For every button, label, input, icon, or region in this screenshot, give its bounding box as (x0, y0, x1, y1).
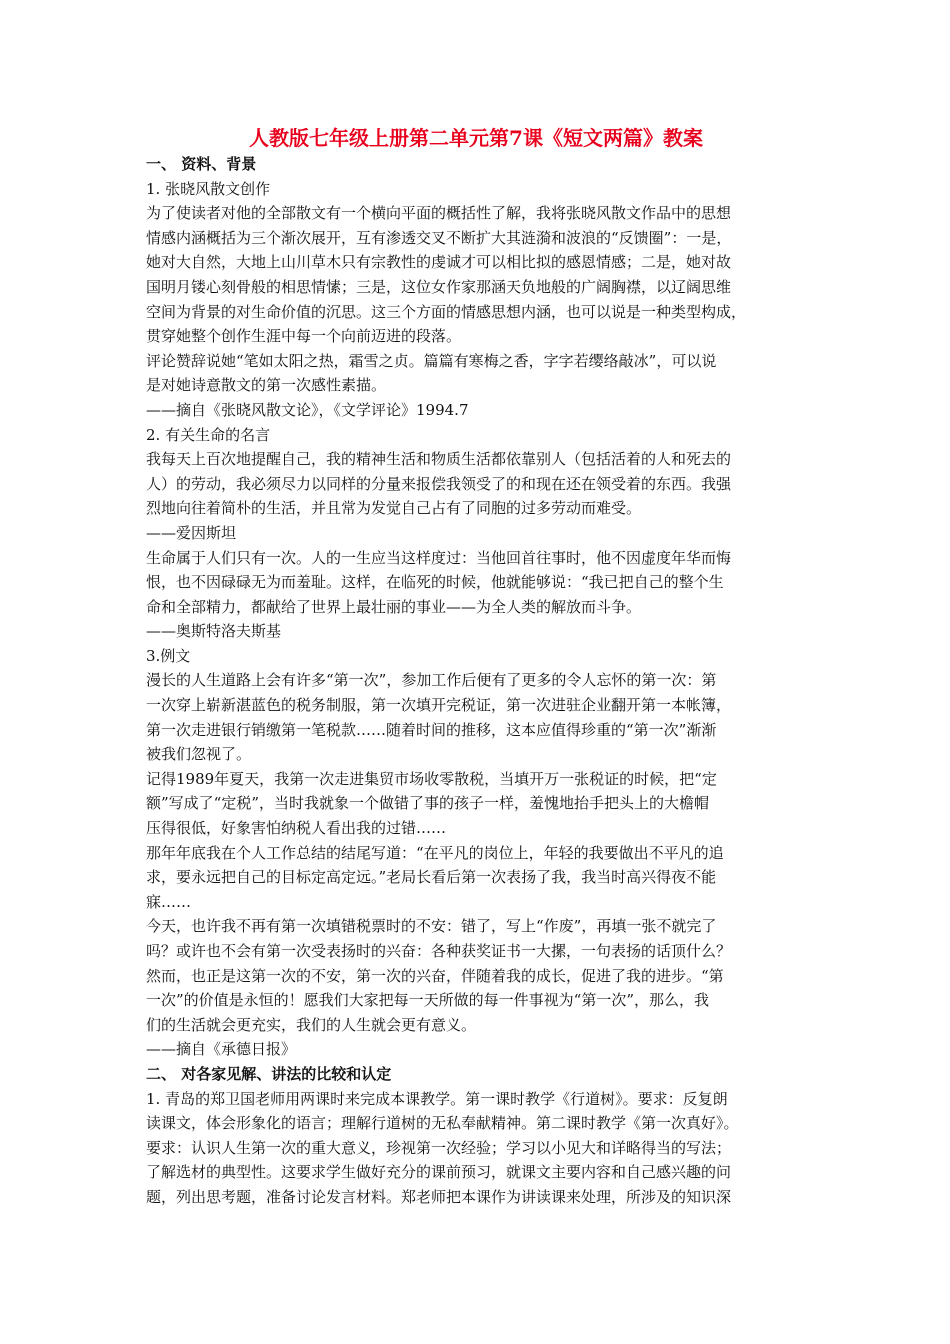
text-line: 了解选材的典型性。这要求学生做好充分的课前预习，就课文主要内容和自己感兴趣的问 (146, 1163, 732, 1182)
text-line: 1. 青岛的郑卫国老师用两课时来完成本课教学。第一课时教学《行道树》。要求：反复朗 (146, 1089, 728, 1108)
text-line: 今天，也许我不再有第一次填错税票时的不安：错了，写上“作废”，再填一张不就完了 (146, 917, 717, 936)
text-line: 漫长的人生道路上会有许多“第一次”，参加工作后便有了更多的令人忘怀的第一次：第 (146, 671, 717, 690)
section-heading: 一、 资料、背景 (146, 155, 257, 173)
text-line: ——摘自《张晓风散文论》，《文学评论》1994.7 (146, 400, 469, 419)
document-text (146, 152, 806, 1210)
text-line: 一次穿上崭新湛蓝色的税务制服，第一次填开完税证，第一次进驻企业翻开第一本帐簿， (146, 696, 732, 715)
text-line: 然而，也正是这第一次的不安，第一次的兴奋，伴随着我的成长，促进了我的进步。“第 (146, 966, 724, 985)
text-line: 们的生活就会更充实，我们的人生就会更有意义。 (146, 1015, 477, 1034)
text-line: 生命属于人们只有一次。人的一生应当这样度过：当他回首往事时，他不因虚度年华而悔 (146, 548, 732, 567)
text-line: 3.例文 (146, 646, 191, 665)
text-line: 烈地向往着简朴的生活，并且常为发觉自己占有了同胞的过多劳动而难受。 (146, 499, 642, 518)
text-line: 我每天上百次地提醒自己，我的精神生活和物质生活都依靠别人（包括活着的人和死去的 (146, 450, 732, 469)
text-line: 记得1989年夏天，我第一次走进集贸市场收零散税，当填开万一张税证的时候，把“定 (146, 769, 717, 788)
text-line: 是对她诗意散文的第一次感性素描。 (146, 376, 387, 395)
text-line: 2. 有关生命的名言 (146, 425, 271, 444)
text-line: 吗？或许也不会有第一次受表扬时的兴奋：各种获奖证书一大摞，一句表扬的话顶什么？ (146, 942, 732, 960)
text-line: 要求：认识人生第一次的重大意义，珍视第一次经验；学习以小见大和详略得当的写法； (146, 1138, 732, 1157)
text-line: 1. 张晓风散文创作 (146, 179, 271, 198)
text-line: 人）的劳动，我必须尽力以同样的分量来报偿我领受了的和现在还在领受着的东西。我强 (146, 474, 732, 493)
text-line: 压得很低，好象害怕纳税人看出我的过错…… (146, 819, 447, 838)
text-line: 寐…… (146, 892, 192, 911)
text-line: 额”写成了“定税”，当时我就象一个做错了事的孩子一样，羞愧地抬手把头上的大檐帽 (146, 794, 710, 813)
text-line: 她对大自然，大地上山川草木只有宗教性的虔诚才可以相比拟的感恩情感；二是，她对故 (146, 253, 732, 272)
text-line: 评论赞辞说她“笔如太阳之热，霜雪之贞。篇篇有寒梅之香，字字若缨络敲冰”，可以说 (146, 351, 717, 370)
text-line: 国明月镂心刻骨般的相思情愫；三是，这位女作家那涵天负地般的广阔胸襟，以辽阔思维 (146, 277, 732, 296)
document-body (146, 124, 806, 1210)
document-title: 人教版七年级上册第二单元第7课《短文两篇》教案 (249, 126, 703, 150)
text-line: 那年年底我在个人工作总结的结尾写道：“在平凡的岗位上，年轻的我要做出不平凡的追 (146, 843, 724, 862)
text-line: ——爱因斯坦 (146, 523, 237, 542)
text-line: 恨，也不因碌碌无为而羞耻。这样，在临死的时候，他就能够说：“我已把自己的整个生 (146, 573, 724, 592)
text-line: 情感内涵概括为三个渐次展开，互有渗透交叉不断扩大其涟漪和波浪的“反馈圈”：一是， (146, 228, 732, 247)
text-line: ——摘自《承德日报》 (146, 1040, 297, 1059)
text-line: ——奥斯特洛夫斯基 (146, 622, 282, 641)
text-line: 被我们忽视了。 (146, 745, 252, 764)
text-line: 题，列出思考题，准备讨论发言材料。郑老师把本课作为讲读课来处理，所涉及的知识深 (146, 1187, 732, 1206)
text-line: 贯穿她整个创作生涯中每一个向前迈进的段落。 (146, 327, 462, 346)
text-line: 读课文，体会形象化的语言；理解行道树的无私奉献精神。第二课时教学《第一次真好》。 (146, 1114, 739, 1133)
text-line: 第一次走进银行销缴第一笔税款……随着时间的推移，这本应值得珍重的“第一次”渐渐 (146, 720, 717, 739)
text-line: 命和全部精力，都献给了世界上最壮丽的事业——为全人类的解放而斗争。 (146, 597, 642, 616)
text-line: 空间为背景的对生命价值的沉思。这三个方面的情感思想内涵，也可以说是一种类型构成， (146, 302, 747, 321)
text-line: 一次”的价值是永恒的！愿我们大家把每一天所做的每一件事视为“第一次”，那么，我 (146, 991, 710, 1010)
section-heading: 二、 对各家见解、讲法的比较和认定 (146, 1064, 392, 1083)
text-line: 求，要永远把自己的目标定高定远。”老局长看后第一次表扬了我，我当时高兴得夜不能 (146, 868, 717, 887)
text-line: 为了使读者对他的全部散文有一个横向平面的概括性了解，我将张晓风散文作品中的思想 (146, 204, 732, 223)
